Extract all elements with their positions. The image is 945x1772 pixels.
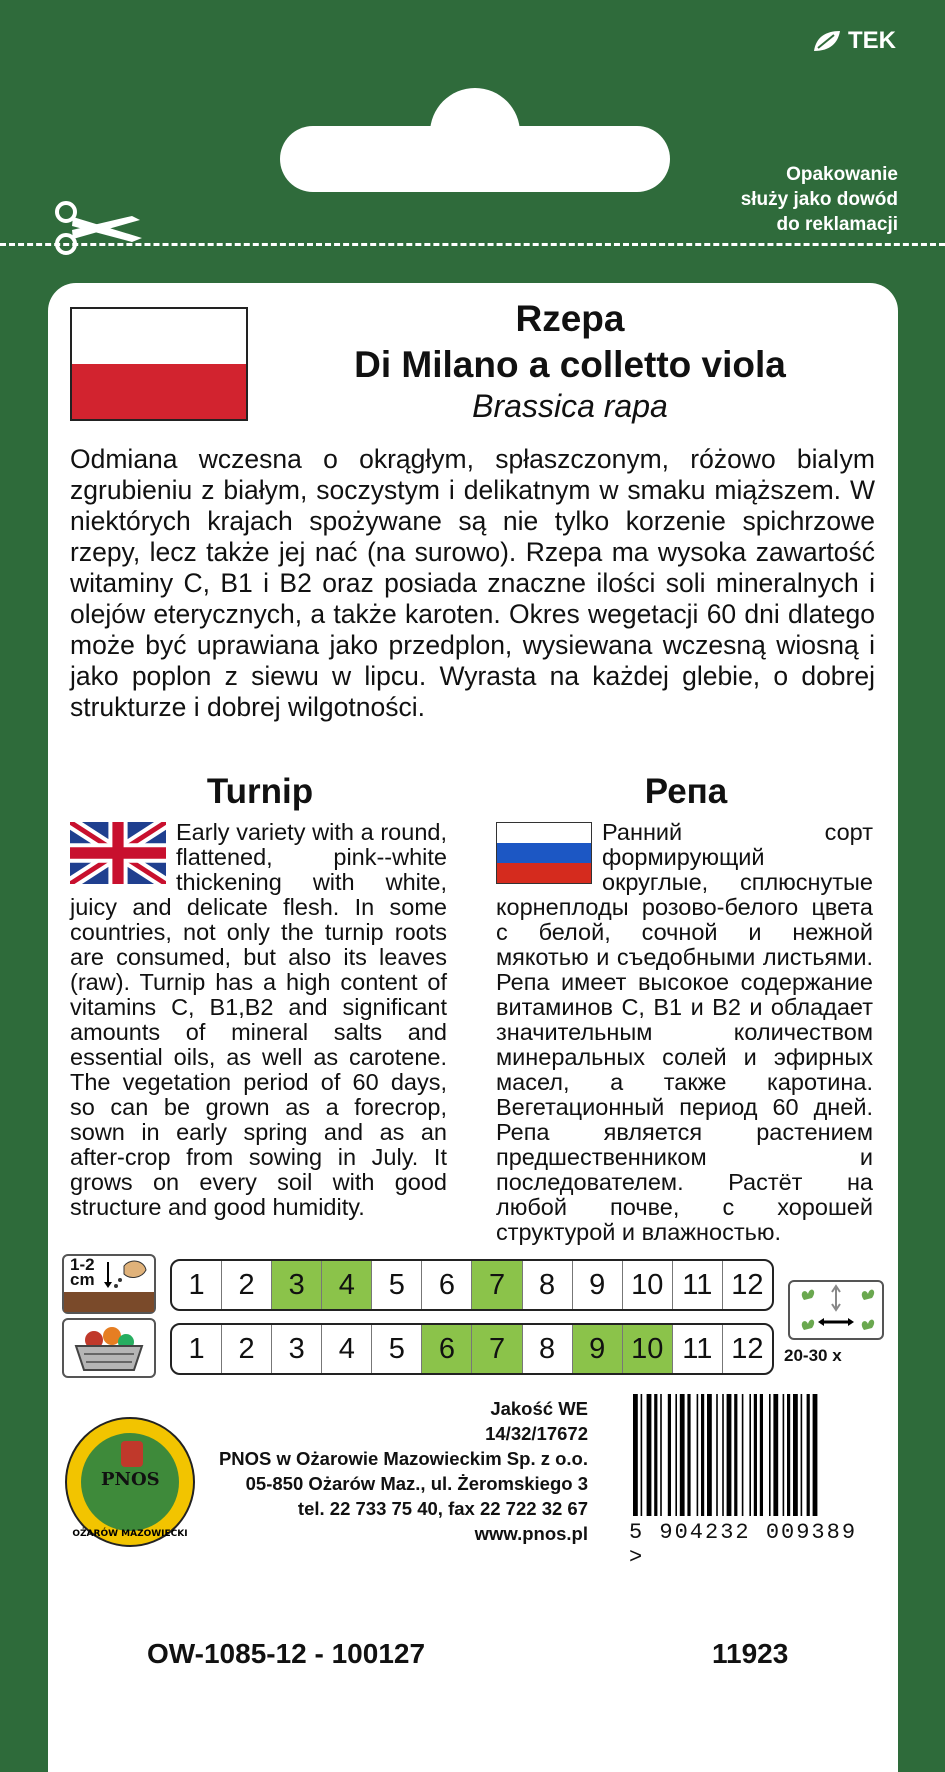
pepper-icon	[121, 1441, 143, 1467]
heading-russian: Репа	[644, 772, 728, 811]
cal2-month-4: 4	[322, 1325, 372, 1373]
cal1-month-1: 1	[172, 1261, 222, 1309]
cal2-month-1: 1	[172, 1325, 222, 1373]
cal1-month-7: 7	[472, 1261, 522, 1309]
barcode	[629, 1394, 881, 1570]
cal1-month-10: 10	[623, 1261, 673, 1309]
latin-name: Brassica rapa	[472, 388, 668, 424]
leaf-icon	[812, 29, 842, 53]
cal1-month-3: 3	[272, 1261, 322, 1309]
cal2-month-5: 5	[372, 1325, 422, 1373]
sowing-calendar	[170, 1259, 774, 1311]
product-number: 11923	[712, 1638, 789, 1669]
barcode-digits: 5 904232 009389 >	[629, 1520, 858, 1570]
harvest-calendar	[170, 1323, 774, 1375]
cal2-month-9: 9	[573, 1325, 623, 1373]
polish-flag	[70, 307, 248, 421]
cal2-month-8: 8	[523, 1325, 573, 1373]
cal1-month-6: 6	[422, 1261, 472, 1309]
cal1-month-5: 5	[372, 1261, 422, 1309]
cal2-month-11: 11	[673, 1325, 723, 1373]
product-title: Rzepa Di Milano a colletto viola	[354, 298, 786, 385]
cal1-month-4: 4	[322, 1261, 372, 1309]
cut-line	[0, 243, 945, 246]
cal1-month-8: 8	[523, 1261, 573, 1309]
hang-hole	[280, 126, 670, 192]
uk-flag	[70, 822, 166, 884]
company-info: Jakość WE 14/32/17672 PNOS w Ożarowie Mazowieckim Sp. z o.o. 05-850 Ożarów Maz., ul. Żeromskiego 3 tel. 22 733 75 40, fax 22 722 32 67 www.pnos.pl	[218, 1398, 588, 1544]
cal2-month-12: 12	[731, 1332, 764, 1365]
description-ru: Ранний сорт формирующий округлые, сплюснутые корнеплоды розово-белого цвета с белой, сочной и нежной мякотью и съедобными листьями. Репа имеет высокое содержание витаминов С, В1 и В2 и обладает значительным количеством минеральных солей и эфирных масел, а также каротина. Вегетационный период 60 дней. Репа является растением предшественником и последователем. Растёт на любой почве, с хорошей структурой и влажностью.	[496, 819, 873, 1245]
cal2-month-3: 3	[272, 1325, 322, 1373]
cal2-month-7: 7	[472, 1325, 522, 1373]
cal2-month-10: 10	[623, 1325, 673, 1373]
cal1-month-2: 2	[222, 1261, 272, 1309]
barcode-bars	[629, 1394, 881, 1516]
scissors-icon	[52, 200, 148, 256]
plant-spacing-icon	[788, 1280, 884, 1340]
cal1-month-9: 9	[573, 1261, 623, 1309]
cal2-month-2: 2	[222, 1325, 272, 1373]
brand-logo-text: TEK	[848, 27, 896, 54]
heading-english: Turnip	[206, 772, 314, 811]
spacing-text: 20-30 x	[784, 1346, 842, 1365]
description-en: Early variety with a round, flattened, pink--white thickening with white, juicy and delicate flesh. In some countries, not only the turnip roots are consumed, but also its leaves (raw). Turnip has a high content of vitamins C, B1,B2 and significant amounts of mineral salts and essential oils, as well as carotene. The vegetation period of 60 days, so can be grown as a forecrop, sown in early spring and as an after-crop from sowing in July. It grows on every soil with good structure and good humidity.	[70, 819, 447, 1220]
sowing-depth-icon: 1-2 cm	[62, 1254, 156, 1314]
cal1-month-12: 12	[731, 1268, 764, 1301]
description-pl: Odmiana wczesna o okrągłym, spłaszczonym, różowo biaΙym zgrubieniu z białym, soczystym i delikatnym w smaku miąższem. W niektórych krajach spożywane są nie tylko korzenie spichrzowe rzepy, lecz także jej nać (na surowo). Rzepa ma wysoka zawartość witaminy C, B1 i B2 oraz posiada znaczne ilości soli mineralnych i olejów eterycznych, a także karoten. Okres wegetacji 60 dni dlatego może być uprawiana jako przedplon, wysiewana wczesną wiosną i jako poplon z siewu w lipcu. Wyrasta na każdej glebie, o dobrej strukturze i dobrej wilgotności.	[70, 444, 875, 722]
cal2-month-6: 6	[422, 1325, 472, 1373]
harvest-basket-icon	[62, 1318, 156, 1378]
brand-logo	[812, 26, 912, 56]
complaint-note: Opakowanie służy jako dowód do reklamacji	[740, 164, 898, 235]
product-code: OW-1085-12 - 100127	[147, 1638, 426, 1669]
pnos-seal-logo: PNOS OŻARÓW MAZOWIECKI	[65, 1417, 195, 1547]
russian-flag	[496, 822, 592, 884]
cal1-month-11: 11	[673, 1261, 723, 1309]
